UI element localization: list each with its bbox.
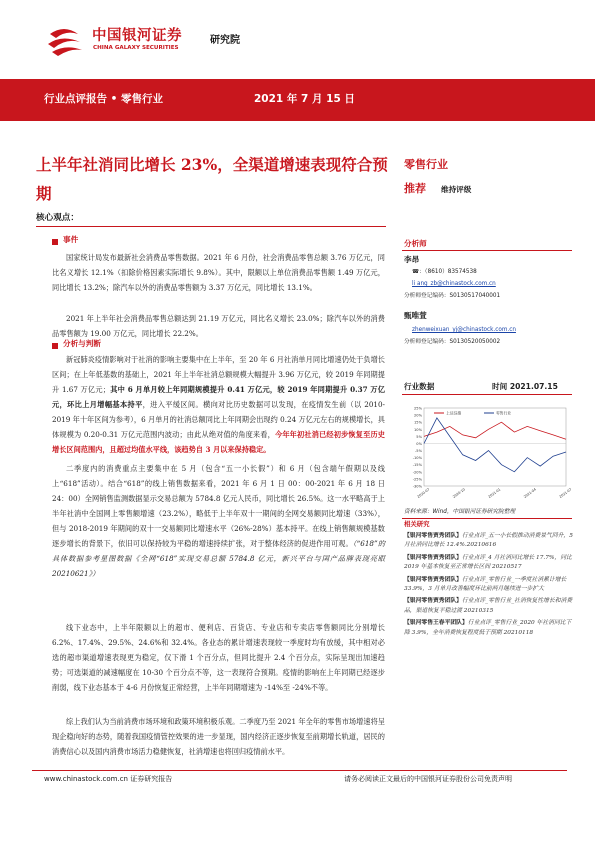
related-tag: 【银河零售贾秀团队】 [404,576,462,583]
divider [402,250,572,251]
divider [402,518,572,519]
related-tag: 【银河零售贾秀团队】 [404,598,462,605]
x-tick-label: 2020-10 [451,487,466,499]
related-text: 行业点评_零售行业_社消恢复性增长和消费品，渠道恢复平稳过渡 20210315 [404,598,573,614]
report-date: 2021 年 7 月 15 日 [254,93,355,105]
y-tick-label: 15% [414,420,422,425]
analyst1-email-link[interactable]: li ang_zb@chinastock.com.cn [412,281,496,287]
footer-website: www.chinastock.com.cn 证券研究报告 [44,775,173,783]
x-tick-label: 2021-01 [487,487,502,499]
section-event-heading: 事件 [63,235,79,244]
related-item[interactable] [404,597,575,616]
company-name-cn: 中国银河证券 [92,28,182,44]
y-tick-label: 25% [414,406,422,411]
related-text: 行业点评_零售行业_一季度社消累计增长 33.9%，3 月单月改善幅度环比前两月继续进一步扩大 [404,576,567,593]
y-tick-label: -10% [412,456,422,461]
y-tick-label: 0% [416,441,422,446]
legend-label: 上证综指 [446,410,462,416]
y-tick-label: -15% [412,463,422,468]
related-item[interactable] [404,619,575,638]
industry-data-time: 时间 2021.07.15 [492,382,558,391]
related-tag: 【银河零售王春平团队】 [404,620,468,627]
analysis-p2-text: 二季度内的消费重点主要集中在 5 月（包含“五一小长假”）和 6 月（包含端午假期以及线上“618”活动）。结合“618”的线上销售数据来看，2021 年 6 月 1 日 00：00-2021 年 6 月 18 日 24：00）全网销售监测数据显示交易总额为 5784.8 亿元人民币，同比增长 26.5%。这一水平略高于上半年社消中全国网上零售额增速（23.2%），略低于上半年双十一期间的全网交易额同比增速（33%），但与 2018-2019 年期间的双十一交易额同比增速水平（26%-28%）基本持平。在线上销售额规模基数逐步增长的背景下，依旧可以保持较为平稳的增速持续扩张，对于整体经济的促进作用可观。 [52,464,385,548]
divider [36,226,386,227]
event-paragraph-1: 国家统计局发布最新社会消费品零售数据。2021 年 6 月份，社会消费品零售总额 3.76 万亿元，同比名义增长 12.1%（扣除价格因素实际增长 9.8%）。其中，限额以上单位消费品零售额 1.49 万亿元，同比增长 13.2%；除汽车以外的消费品零售额为 3.37 万亿元，同比增长 13.1%。 [52,253,385,292]
x-tick-label: 2021-07 [558,487,573,499]
y-tick-label: 20% [414,413,422,418]
rating-note: 维持评级 [441,185,472,194]
y-tick-label: 5% [416,434,422,439]
report-type: 行业点评报告 • 零售行业 [44,93,164,105]
institute-label: 研究院 [210,35,240,46]
related-text: 行业点评_4 月社消同比增长 17.7%，同比 2019 年基本恢复至正常增长区间 20210517 [404,554,572,571]
series-line-1 [424,422,566,439]
analyst1-name: 李昂 [404,255,420,264]
chart-source: 资料来源：Wind，中国银河证券研究院整理 [404,509,516,515]
x-tick-label: 2020-07 [416,487,431,499]
analyst-heading: 分析师 [404,239,427,248]
industry-data-label: 行业数据 [404,382,435,391]
section-bullet [52,239,58,245]
related-item[interactable] [404,532,575,551]
chart-frame [424,408,566,486]
related-tag: 【银河零售贾秀团队】 [404,554,462,561]
analyst1-phone: ☎：（8610）83574538 [412,269,477,275]
core-view-label: 核心观点： [36,213,79,223]
analysis-paragraph-2 [52,461,385,581]
analysis-paragraph-1 [52,352,385,457]
x-tick-label: 2021-04 [522,487,537,499]
footer-divider [32,770,567,771]
y-tick-label: -25% [412,477,422,482]
related-item[interactable] [404,576,575,595]
company-logo [44,26,86,60]
industry-label: 零售行业 [404,158,448,171]
footer-disclaimer: 请务必阅读正文最后的中国银河证券股份公司免责声明 [344,775,512,783]
analyst2-cert: 分析师登记编码：S0130520050002 [404,339,501,345]
analysis-paragraph-3: 线下业态中，上半年限额以上的超市、便利店、百货店、专业店和专卖店零售额同比分别增长 6.2%、17.4%、29.5%、24.6%和 32.4%。各业态的累计增速表现较一季度时均有放缓，其中相对必选的超市渠道增速表现更为稳定，仅下滑 1 个百分点，但同比提升 2.4 个百分点，实际呈现出加速趋势；可选渠道的减速幅度在 10-30 个百分点不等，这一表现符合预期。疫情的影响在上年同期已经逐步削弱，线下业态基本于 4-6 月份恢复正常经营，上半年同期增速为 -14%至 -24%不等。 [52,623,385,692]
y-tick-label: -5% [415,449,422,454]
analysis-paragraph-4: 综上我们认为当前消费市场环境和政策环境积极乐观。二季度乃至 2021 年全年的零售市场增速将呈现企稳向好的态势，随着我国疫情管控效果的进一步显现，国内经济正逐步恢复至前期增长轨道，居民的消费信心以及国内消费市场活力稳健恢复，社消增速也将回归疫情前水平。 [52,717,385,756]
related-item[interactable] [404,554,575,573]
analysis-p1-bold: 其中 6 月单月较上年同期规模提升 0.41 万亿元，较 2019 年同期提升 0.37 万亿元，环比上月增幅基本持平 [52,385,385,409]
analyst2-name: 甄唯萱 [404,311,427,320]
analyst2-email-link[interactable]: zhenweixuan_yj@chinastock.com.cn [412,327,516,333]
section-analysis-heading: 分析与判断 [63,339,101,348]
analysis-p2-reference: （“618”的具体数据参考星图数据《全网“618”实现交易总额 5784.8 亿元，新兴平台与国产品牌表现亮眼 20210621》） [52,539,386,578]
company-name-en: CHINA GALAXY SECURITIES [93,45,179,51]
analysis-p1-text-c: ，进入平缓区间。横向对比历史数据可以发现，在疫情发生前（以 2010-2019 年十年区间为参考），6 月单月的社消总额同比上年同期会出现约 0.24 万亿元左右的规模增长，具体规模为 0.20-0.31 万亿元范围内波动；由此从绝对值的角度来看， [52,400,385,439]
report-title: 上半年社消同比增长 23%，全渠道增速表现符合预期 [36,155,388,203]
y-tick-label: 10% [414,427,422,432]
event-paragraph-2: 2021 年上半年社会消费品零售总额达到 21.19 万亿元，同比名义增长 23.0%；除汽车以外的消费品零售额为 19.00 万亿元，同比增长 22.2%。 [52,314,385,338]
related-text: 行业点评_零售行业_2020 年社消同比下降 3.9%，全年消费恢复程度低于预期 20210118 [404,620,572,636]
analyst1-cert: 分析师登记编码：S0130517040001 [404,293,501,299]
y-tick-label: -30% [412,484,422,489]
legend-label: 零售行业 [496,410,512,416]
y-tick-label: -20% [412,470,422,475]
industry-performance-chart [402,400,573,502]
related-research-heading: 相关研究 [404,520,430,528]
related-text: 行业点评_五一小长假推动消费景气回升，5 月社消同比增长 12.4%.20210616 [404,533,573,549]
rating-label: 推荐 [404,182,426,195]
related-research-list [404,532,575,641]
analysis-p1-highlight: 今年年初社消已经初步恢复至历史增长区间范围内，且超过均值水平线，该趋势自 3 月以来保持稳定。 [52,430,385,454]
analysis-p1-text-a: 新冠肺炎疫情影响对于社消的影响主要集中在上半年，至 20 年 6 月社消单月同比增速仍处于负增长区间；在上年低基数的基础上，2021 年上半年社消总额规模大幅提升 3.96 万亿元，较 2019 年同期提升 1.67 万亿元； [52,355,385,394]
related-tag: 【银河零售贾秀团队】 [404,533,462,539]
divider [402,394,572,395]
section-bullet [52,343,58,349]
